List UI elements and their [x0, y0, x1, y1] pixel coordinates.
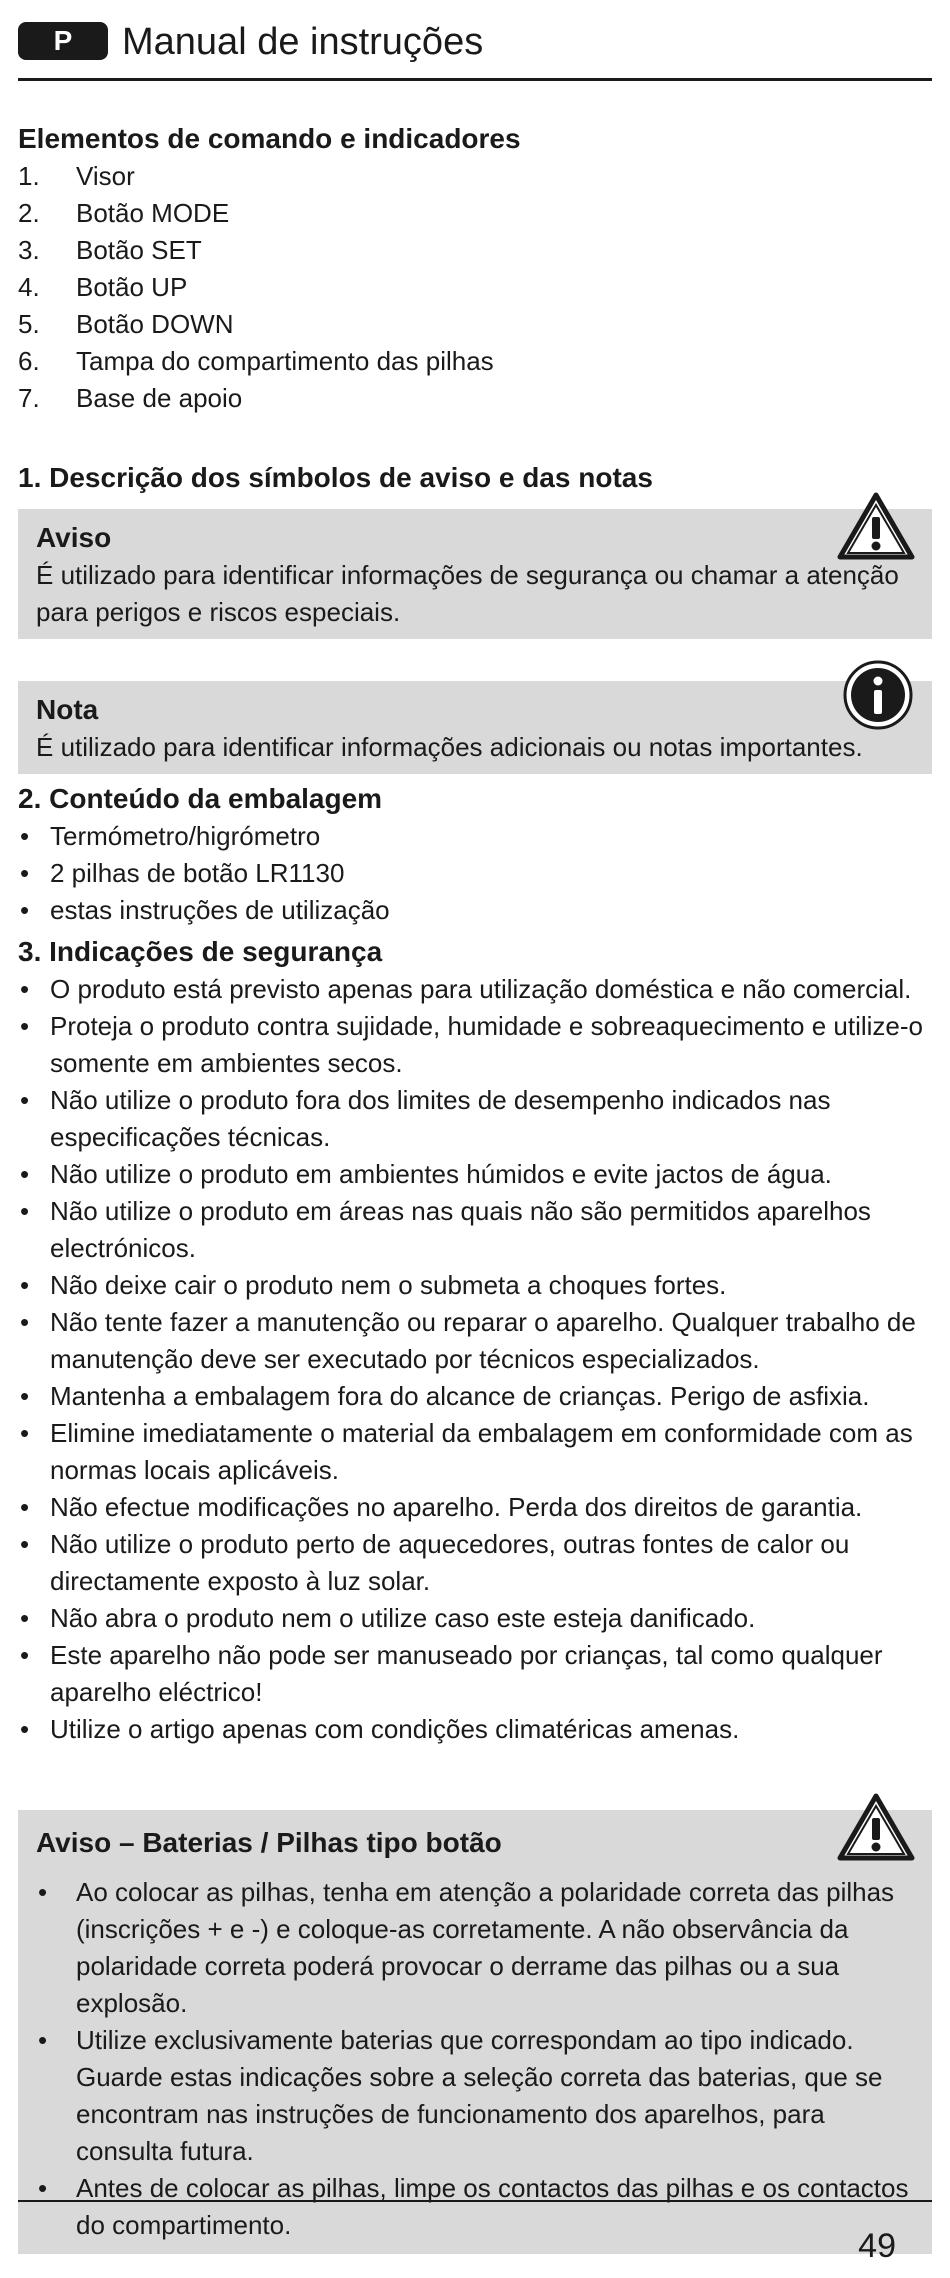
list-item: [18, 195, 932, 232]
list-item: • Não efectue modificações no aparelho. Perda dos direitos de garantia.: [18, 1489, 932, 1526]
list-item: • Elimine imediatamente o material da embalagem em conformidade com as normas locais aplicáveis.: [18, 1415, 932, 1489]
list-item: [18, 343, 932, 380]
item-number: 1.: [18, 161, 40, 191]
list-item: • Mantenha a embalagem fora do alcance de crianças. Perigo de asfixia.: [18, 1378, 932, 1415]
page-number: 49: [858, 2227, 896, 2265]
list-item: • Não utilize o produto em áreas nas quais não são permitidos aparelhos electrónicos.: [18, 1193, 932, 1267]
item-label: Base de apoio: [76, 383, 243, 413]
list-item: • estas instruções de utilização: [18, 892, 932, 929]
list-item: • Utilize exclusivamente baterias que correspondam ao tipo indicado. Guarde estas indicações sobre a seleção correta das baterias, que se encontram nas instruções de funcionamento dos aparelhos, para consulta futura.: [36, 2022, 914, 2170]
section2-heading: 2. Conteúdo da embalagem: [18, 783, 383, 814]
item-label: Botão SET: [76, 235, 202, 265]
warning-box: [18, 509, 932, 639]
list-item: • Termómetro/higrómetro: [18, 818, 932, 855]
page-title: Manual de instruções: [122, 21, 484, 63]
list-item: • Ao colocar as pilhas, tenha em atenção a polaridade correta das pilhas (inscrições + e -) e coloque-as corretamente. A não observância da polaridade correta poderá provocar o derrame das pilhas ou a sua explosão.: [36, 1874, 914, 2022]
list-item: • Proteja o produto contra sujidade, humidade e sobreaquecimento e utilize-o somente em ambientes secos.: [18, 1008, 932, 1082]
item-label: Botão MODE: [76, 198, 230, 228]
package-contents-list: [18, 818, 932, 929]
info-circle-icon: [842, 659, 914, 741]
list-item: • Não abra o produto nem o utilize caso este esteja danificado.: [18, 1600, 932, 1637]
list-item: • Utilize o artigo apenas com condições climatéricas amenas.: [18, 1711, 932, 1748]
controls-heading: Elementos de comando e indicadores: [18, 123, 521, 154]
battery-warning-list: [36, 1874, 914, 2244]
note-title: Nota: [36, 694, 99, 725]
controls-list: [18, 158, 932, 417]
item-label: Tampa do compartimento das pilhas: [76, 346, 494, 376]
note-box: [18, 681, 932, 774]
list-item: [18, 380, 932, 417]
page-content: [18, 120, 932, 2254]
section3-heading: 3. Indicações de segurança: [18, 936, 383, 967]
item-number: 6.: [18, 346, 40, 376]
list-item: • Não deixe cair o produto nem o submeta a choques fortes.: [18, 1267, 932, 1304]
list-item: [18, 158, 932, 195]
list-item: • Este aparelho não pode ser manuseado por crianças, tal como qualquer aparelho eléctrico!: [18, 1637, 932, 1711]
item-number: 5.: [18, 309, 40, 339]
battery-warning-box: [18, 1810, 932, 2254]
warning-text: É utilizado para identificar informações de segurança ou chamar a atenção para perigos e riscos especiais.: [36, 560, 899, 627]
item-label: Botão DOWN: [76, 309, 234, 339]
section1-heading: 1. Descrição dos símbolos de aviso e das notas: [18, 462, 653, 493]
item-label: Botão UP: [76, 272, 188, 302]
note-text: É utilizado para identificar informações adicionais ou notas importantes.: [36, 732, 863, 762]
item-number: 7.: [18, 383, 40, 413]
footer-divider: [18, 2200, 932, 2202]
warning-title: Aviso: [36, 522, 112, 553]
item-label: Visor: [76, 161, 135, 191]
list-item: • Não utilize o produto perto de aquecedores, outras fontes de calor ou directamente exposto à luz solar.: [18, 1526, 932, 1600]
list-item: • Antes de colocar as pilhas, limpe os contactos das pilhas e os contactos do compartimento.: [36, 2170, 914, 2244]
list-item: • O produto está previsto apenas para utilização doméstica e não comercial.: [18, 971, 932, 1008]
item-number: 2.: [18, 198, 40, 228]
list-item: [18, 232, 932, 269]
list-item: • Não utilize o produto fora dos limites de desempenho indicados nas especificações técnicas.: [18, 1082, 932, 1156]
safety-list: [18, 971, 932, 1748]
list-item: [18, 269, 932, 306]
list-item: • Não tente fazer a manutenção ou reparar o aparelho. Qualquer trabalho de manutenção deve ser executado por técnicos especializados.: [18, 1304, 932, 1378]
warning-triangle-icon: [836, 1792, 916, 1872]
language-badge: P: [18, 22, 108, 60]
list-item: • 2 pilhas de botão LR1130: [18, 855, 932, 892]
warning-triangle-icon: [836, 491, 916, 571]
list-item: [18, 306, 932, 343]
item-number: 3.: [18, 235, 40, 265]
battery-warning-title: Aviso – Baterias / Pilhas tipo botão: [36, 1827, 502, 1858]
page-header: [18, 20, 932, 81]
item-number: 4.: [18, 272, 40, 302]
list-item: • Não utilize o produto em ambientes húmidos e evite jactos de água.: [18, 1156, 932, 1193]
